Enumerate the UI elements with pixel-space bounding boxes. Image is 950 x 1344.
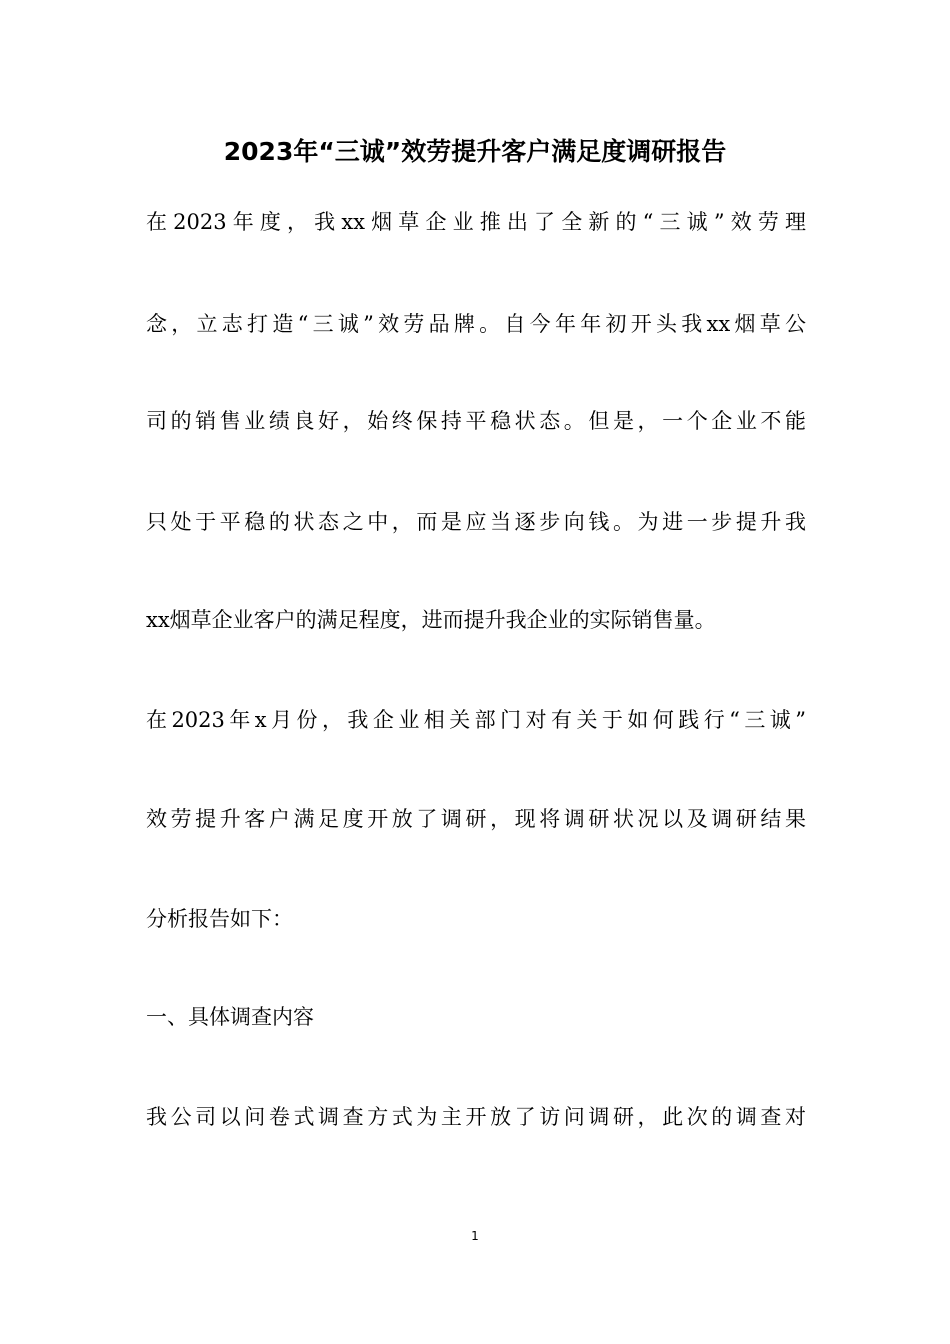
paragraph-line: 在2023年度，我xx烟草企业推出了全新的“三诚”效劳理 (146, 210, 806, 234)
paragraph-line: 我公司以问卷式调查方式为主开放了访问调研，此次的调查对 (146, 1105, 806, 1129)
document-title: 2023年“三诚”效劳提升客户满足度调研报告 (223, 137, 727, 166)
page-number: 1 (471, 1229, 479, 1243)
section-heading: 一、具体调查内容 (146, 1005, 314, 1029)
paragraph-line: 只处于平稳的状态之中，而是应当逐步向钱。为进一步提升我 (146, 510, 806, 534)
paragraph-line: 念，立志打造“三诚”效劳品牌。自今年年初开头我xx烟草公 (146, 312, 806, 336)
paragraph-line: 效劳提升客户满足度开放了调研，现将调研状况以及调研结果 (146, 807, 806, 831)
paragraph-line: 司的销售业绩良好，始终保持平稳状态。但是，一个企业不能 (146, 409, 806, 433)
paragraph-line: 在2023年x月份，我企业相关部门对有关于如何践行“三诚” (146, 708, 806, 732)
paragraph-line: 分析报告如下： (146, 907, 293, 931)
paragraph-line: xx烟草企业客户的满足程度，进而提升我企业的实际销售量。 (146, 608, 716, 632)
